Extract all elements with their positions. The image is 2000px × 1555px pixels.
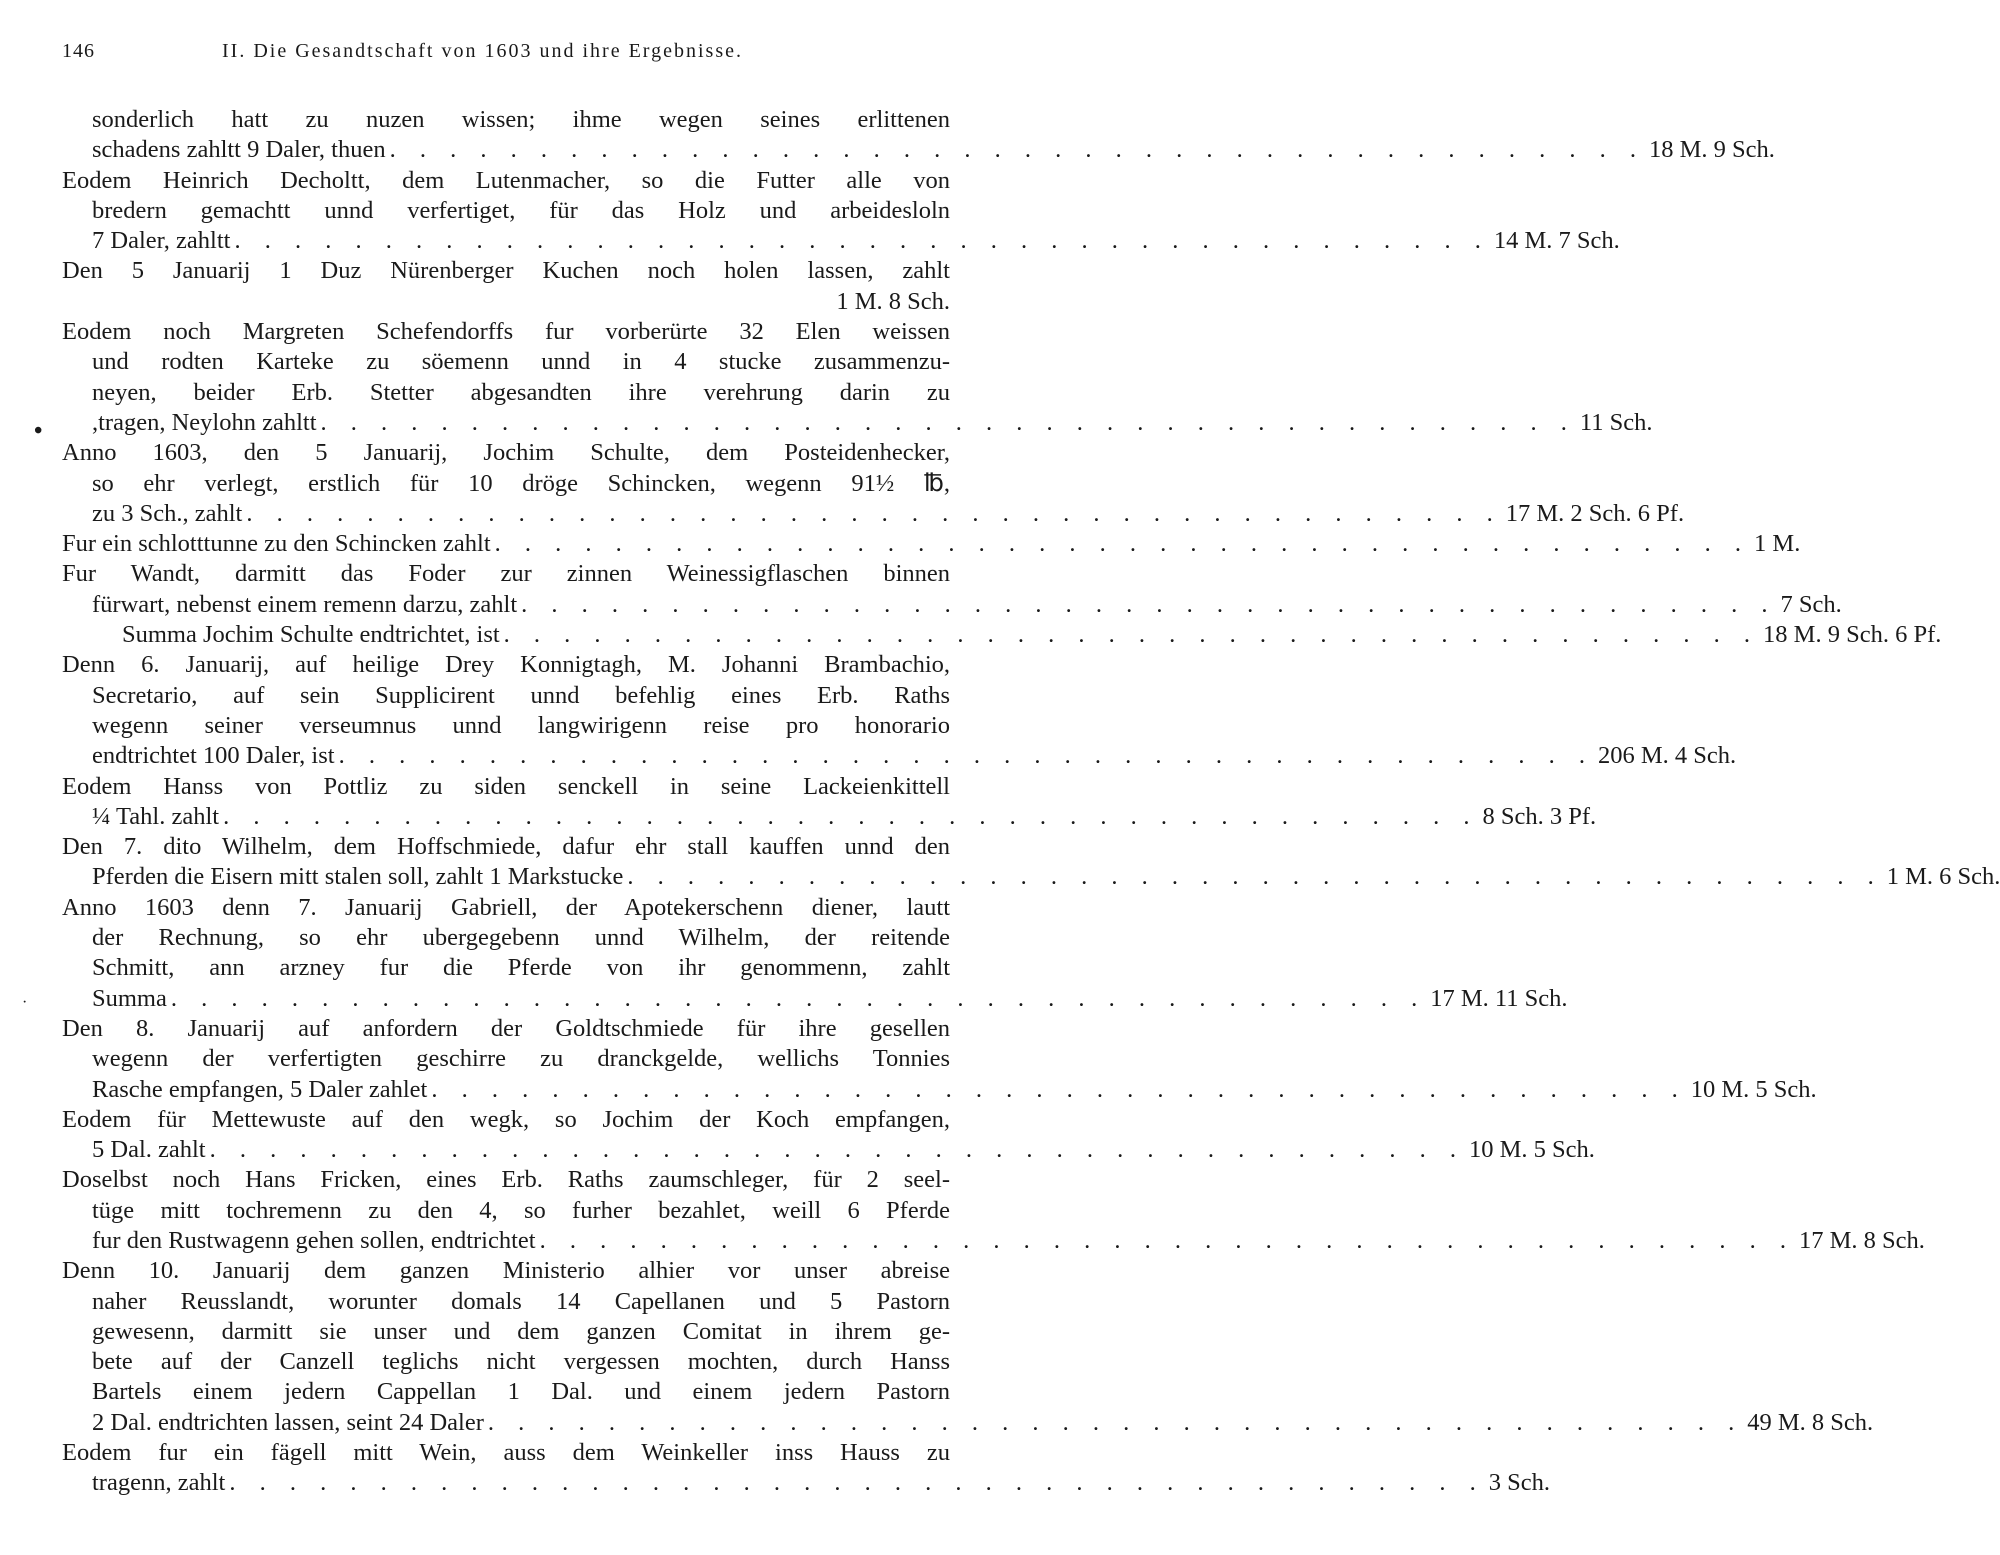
entry-amount: 1 M. 6 Sch. bbox=[1886, 863, 2000, 891]
leader-dots: . . . . . . . . . . . . . . . . . . . . . . . . . . . . . . . . . . . . . . . . . . bbox=[487, 1408, 1744, 1436]
page-header bbox=[62, 40, 952, 70]
entry-amount: 18 M. 9 Sch. 6 Pf. bbox=[1763, 621, 1942, 649]
ledger-entry-line bbox=[62, 529, 1801, 559]
entry-text: 2 Dal. endtrichten lassen, seint 24 Daler bbox=[92, 1408, 484, 1436]
leader-dots: . . . . . . . . . . . . . . . . . . . . . . . . . . . . . . . . . . . . . . . . . . bbox=[503, 621, 1760, 649]
text-line: Den 8. Januarij auf anfordern der Goldtschmiede für ihre gesellen bbox=[62, 1014, 950, 1042]
text-line: Eodem Heinrich Decholtt, dem Lutenmacher, so die Futter alle von bbox=[62, 166, 950, 194]
text-line: bete auf der Canzell teglichs nicht vergessen mochten, durch Hanss bbox=[92, 1348, 950, 1376]
ledger-entry-line bbox=[62, 408, 1653, 438]
text-line: Schmitt, ann arzney fur die Pferde von ihr genommenn, zahlt bbox=[92, 954, 950, 982]
ledger-entry-line bbox=[62, 1226, 1925, 1256]
entry-text: Rasche empfangen, 5 Daler zahlet bbox=[92, 1075, 428, 1103]
text-line: naher Reusslandt, worunter domals 14 Capellanen und 5 Pastorn bbox=[92, 1287, 950, 1315]
entry-text: zu 3 Sch., zahlt bbox=[92, 499, 243, 527]
entry-text: fur den Rustwagenn gehen sollen, endtrichtet bbox=[92, 1226, 536, 1254]
text-line: gewesenn, darmitt sie unser und dem ganzen Comitat in ihrem ge- bbox=[92, 1317, 950, 1345]
ledger-entry-line bbox=[62, 1135, 1595, 1165]
entry-amount: 7 Sch. bbox=[1780, 590, 1842, 618]
leader-dots: . . . . . . . . . . . . . . . . . . . . . . . . . . . . . . . . . . . . . . . . . . bbox=[539, 1226, 1795, 1254]
text-line: wegenn der verfertigten geschirre zu dranckgelde, wellichs Tonnies bbox=[92, 1045, 950, 1073]
entry-amount: 206 M. 4 Sch. bbox=[1597, 742, 1737, 770]
entry-text: ,tragen, Neylohn zahltt bbox=[92, 408, 317, 436]
entry-text: ¼ Tahl. zahlt bbox=[92, 802, 220, 830]
entry-amount: 17 M. 11 Sch. bbox=[1430, 984, 1568, 1012]
text-line: Secretario, auf sein Supplicirent unnd befehlig eines Erb. Raths bbox=[92, 681, 950, 709]
entry-text: schadens zahltt 9 Daler, thuen bbox=[92, 136, 386, 164]
leader-dots: . . . . . . . . . . . . . . . . . . . . . . . . . . . . . . . . . . . . . . . . . . bbox=[521, 590, 1777, 618]
leader-dots: . . . . . . . . . . . . . . . . . . . . . . . . . . . . . . . . . . . . . . . . . . bbox=[431, 1075, 1687, 1103]
entry-amount: 8 Sch. 3 Pf. bbox=[1482, 802, 1597, 830]
leader-dots: . . . . . . . . . . . . . . . . . . . . . . . . . . . . . . . . . . . . . . . . . . bbox=[234, 227, 1490, 255]
leader-dots: . . . . . . . . . . . . . . . . . . . . . . . . . . . . . . . . . . . . . . . . . . bbox=[229, 1469, 1485, 1497]
leader-dots: . . . . . . . . . . . . . . . . . . . . . . . . . . . . . . . . . . . . . . . . . . bbox=[223, 802, 1479, 830]
leader-dots: . . . . . . . . . . . . . . . . . . . . . . . . . . . . . . . . . . . . . . . . . . bbox=[389, 136, 1645, 164]
entry-text: tragenn, zahlt bbox=[92, 1469, 226, 1497]
text-line: sonderlich hatt zu nuzen wissen; ihme wegen seines erlittenen bbox=[92, 106, 950, 133]
text-line: Denn 6. Januarij, auf heilige Drey Konnigtagh, M. Johanni Brambachio, bbox=[62, 651, 950, 679]
entry-amount: 14 M. 7 Sch. bbox=[1493, 227, 1620, 255]
running-head: II. Die Gesandtschaft von 1603 und ihre Ergebnisse. bbox=[222, 40, 743, 62]
entry-amount: 49 M. 8 Sch. bbox=[1747, 1408, 1874, 1436]
text-line: Denn 10. Januarij dem ganzen Ministerio alhier vor unser abreise bbox=[62, 1257, 950, 1285]
entry-text: Summa Jochim Schulte endtrichtet, ist bbox=[122, 621, 500, 649]
leader-dots: . . . . . . . . . . . . . . . . . . . . . . . . . . . . . . . . . . . . . . . . . . bbox=[494, 530, 1751, 558]
ledger-entry-line bbox=[62, 1075, 1817, 1105]
ledger-entry-line bbox=[62, 1408, 1874, 1438]
entry-amount: 1 M. bbox=[1754, 530, 1801, 558]
text-line: tüge mitt tochremenn zu den 4, so furher bezahlet, weill 6 Pferde bbox=[92, 1196, 950, 1224]
text-line: Eodem fur ein fägell mitt Wein, auss dem Weinkeller inss Hauss zu bbox=[62, 1439, 950, 1467]
text-line: wegenn seiner verseumnus unnd langwirigenn reise pro honorario bbox=[92, 711, 950, 739]
text-line: Bartels einem jedern Cappellan 1 Dal. und einem jedern Pastorn bbox=[92, 1378, 950, 1406]
amount-line: 1 M. 8 Sch. bbox=[836, 287, 950, 315]
entry-amount: 17 M. 2 Sch. 6 Pf. bbox=[1505, 499, 1685, 527]
ledger-entry-line bbox=[62, 499, 1685, 529]
ledger-text bbox=[62, 105, 2000, 1499]
entry-amount: 10 M. 5 Sch. bbox=[1690, 1075, 1817, 1103]
leader-dots: . . . . . . . . . . . . . . . . . . . . . . . . . . . . . . . . . . . . . . . . . . bbox=[246, 499, 1502, 527]
ledger-entry-line bbox=[62, 741, 1737, 771]
text-line: Eodem für Mettewuste auf den wegk, so Jochim der Koch empfangen, bbox=[62, 1105, 950, 1133]
text-line: so ehr verlegt, erstlich für 10 dröge Schincken, wegenn 91½ ℔, bbox=[92, 469, 950, 497]
entry-amount: 18 M. 9 Sch. bbox=[1648, 136, 1775, 164]
entry-text: Summa bbox=[92, 984, 167, 1012]
ledger-entry-line bbox=[62, 1468, 1550, 1498]
entry-text: fürwart, nebenst einem remenn darzu, zahlt bbox=[92, 590, 518, 618]
text-line: neyen, beider Erb. Stetter abgesandten ihre verehrung darin zu bbox=[92, 378, 950, 406]
leader-dots: . . . . . . . . . . . . . . . . . . . . . . . . . . . . . . . . . . . . . . . . . . bbox=[320, 408, 1576, 436]
ledger-entry-line bbox=[62, 620, 1942, 650]
text-line: der Rechnung, so ehr ubergegebenn unnd Wilhelm, der reitende bbox=[92, 924, 950, 952]
leader-dots: . . . . . . . . . . . . . . . . . . . . . . . . . . . . . . . . . . . . . . . . . . bbox=[338, 742, 1594, 770]
text-line: Anno 1603 denn 7. Januarij Gabriell, der Apotekerschenn diener, lautt bbox=[62, 893, 950, 921]
ledger-entry-line bbox=[62, 862, 2000, 892]
text-line: Fur Wandt, darmitt das Foder zur zinnen Weinessigflaschen binnen bbox=[62, 560, 950, 588]
ledger-entry-line bbox=[62, 984, 1568, 1014]
page-number: 146 bbox=[62, 40, 95, 62]
ledger-entry-line bbox=[62, 590, 1842, 620]
entry-amount: 11 Sch. bbox=[1579, 408, 1653, 436]
leader-dots: . . . . . . . . . . . . . . . . . . . . . . . . . . . . . . . . . . . . . . . . . . bbox=[170, 984, 1427, 1012]
text-line: Eodem noch Margreten Schefendorffs fur vorberürte 32 Elen weissen bbox=[62, 318, 950, 346]
entry-amount: 3 Sch. bbox=[1488, 1469, 1550, 1497]
entry-text: endtrichtet 100 Daler, ist bbox=[92, 742, 335, 770]
entry-text: Pferden die Eisern mitt stalen soll, zahlt 1 Markstucke bbox=[92, 863, 624, 891]
leader-dots: . . . . . . . . . . . . . . . . . . . . . . . . . . . . . . . . . . . . . . . . . . bbox=[627, 863, 1883, 891]
leader-dots: . . . . . . . . . . . . . . . . . . . . . . . . . . . . . . . . . . . . . . . . . . bbox=[209, 1136, 1465, 1164]
entry-text: 5 Dal. zahlt bbox=[92, 1136, 206, 1164]
ledger-entry-line bbox=[62, 226, 1620, 256]
margin-mark: • bbox=[34, 418, 43, 444]
text-line: Eodem Hanss von Pottliz zu siden senckell in seine Lackeienkittell bbox=[62, 772, 950, 800]
text-line: Doselbst noch Hans Fricken, eines Erb. Raths zaumschleger, für 2 seel- bbox=[62, 1166, 950, 1194]
ledger-entry-line bbox=[62, 802, 1597, 832]
entry-text: 7 Daler, zahltt bbox=[92, 227, 231, 255]
text-line: bredern gemachtt unnd verfertiget, für das Holz und arbeidesloln bbox=[92, 196, 950, 224]
text-line: Anno 1603, den 5 Januarij, Jochim Schulte, dem Posteidenhecker, bbox=[62, 439, 950, 467]
margin-dot: · bbox=[22, 994, 28, 1011]
text-line: Den 7. dito Wilhelm, dem Hoffschmiede, dafur ehr stall kauffen unnd den bbox=[62, 833, 950, 861]
entry-text: Fur ein schlotttunne zu den Schincken zahlt bbox=[62, 530, 491, 558]
entry-amount: 17 M. 8 Sch. bbox=[1798, 1226, 1925, 1254]
text-line: Den 5 Januarij 1 Duz Nürenberger Kuchen noch holen lassen, zahlt bbox=[62, 257, 950, 285]
text-line: und rodten Karteke zu söemenn unnd in 4 stucke zusammenzu- bbox=[92, 348, 950, 376]
entry-amount: 10 M. 5 Sch. bbox=[1469, 1136, 1595, 1164]
ledger-entry-line bbox=[62, 135, 1775, 165]
